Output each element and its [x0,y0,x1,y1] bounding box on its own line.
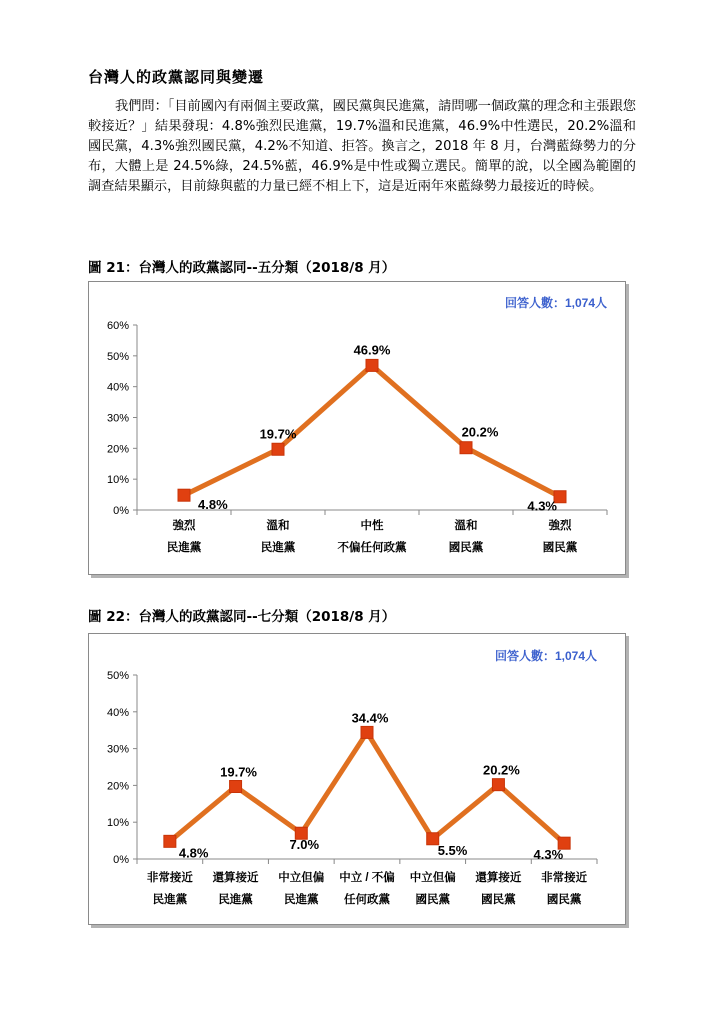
data-label: 4.3% [533,847,564,863]
chart22-svg [89,634,625,924]
series-line [170,732,564,843]
respondents-count: 回答人數：1,074人 [494,649,597,663]
data-label: 4.3% [527,498,557,514]
data-label: 20.2% [461,424,499,440]
category-label-line1: 還算接近 [475,872,522,884]
data-point [178,489,190,501]
category-label-line2: 民進黨 [166,542,202,554]
chart21-svg [89,282,625,574]
y-tick-label: 20% [106,780,129,793]
category-label-line2: 國民黨 [546,894,582,906]
data-label: 46.9% [353,342,391,358]
category-label-line2: 任何政黨 [344,894,390,906]
chart22-caption: 圖 22：台灣人的政黨認同--七分類（2018/8 月） [88,609,396,625]
category-label-line1: 非常接近 [541,872,588,884]
data-label: 4.8% [178,845,209,861]
y-tick-label: 60% [106,320,129,332]
data-point [230,781,242,793]
article-title: 台灣人的政黨認同與變遷 [88,68,265,86]
y-tick-label: 20% [106,443,129,456]
series-line [184,365,560,496]
data-label: 4.8% [198,497,228,513]
data-label: 20.2% [482,762,520,778]
data-point [460,442,472,454]
y-tick-label: 0% [113,854,129,866]
category-label-line2: 國民黨 [481,894,516,906]
category-label-line2: 不偏任何政黨 [337,542,407,554]
chart21-frame [88,281,626,575]
data-label: 19.7% [259,426,297,442]
category-label-line1: 中性 [360,520,384,532]
data-point [361,726,373,738]
category-label-line2: 國民黨 [415,894,450,906]
article-paragraph: 我們問：「目前國內有兩個主要政黨，國民黨與民進黨，請問哪一個政黨的理念和主張跟您較接近？」結果發現：4.8%強烈民進黨，19.7%溫和民進黨，46.9%中性選民，20.2%溫和國民黨，4.3%強烈國民黨，4.2%不知道、拒答。換言之，2018 年 8 月，台灣藍綠勢力的分布，大體上是 24.5%綠，24.5%藍，46.9%是中性或獨立選民。簡單的說，以全國為範圍的調查結果顯示，目前綠與藍的力量已經不相上下，這是近兩年來藍綠勢力最接近的時候。 [88,99,636,194]
category-label-line1: 中立但偏 [278,872,325,884]
category-label-line2: 民進黨 [284,894,319,906]
y-tick-label: 0% [113,505,129,517]
y-tick-label: 50% [106,350,129,363]
y-tick-label: 40% [106,381,129,394]
category-label-line1: 中立 / 不偏 [339,872,395,884]
data-point [492,779,504,791]
category-label-line1: 強烈 [172,520,196,532]
data-label: 7.0% [289,837,320,853]
category-label-line2: 民進黨 [260,542,296,554]
data-label: 5.5% [437,842,468,858]
category-label-line2: 國民黨 [542,542,578,554]
y-tick-label: 40% [106,706,129,719]
respondents-count: 回答人數：1,074人 [504,296,607,310]
category-label-line1: 溫和 [266,520,290,532]
y-tick-label: 30% [106,412,129,425]
category-label-line2: 國民黨 [448,542,484,554]
category-label-line1: 強烈 [548,520,572,532]
data-label: 34.4% [351,710,389,726]
y-tick-label: 30% [106,743,129,756]
data-label: 19.7% [220,764,258,780]
category-label-line1: 中立但偏 [409,872,456,884]
chart21-caption: 圖 21：台灣人的政黨認同--五分類（2018/8 月） [88,260,396,276]
y-tick-label: 10% [106,817,129,830]
data-point [366,359,378,371]
category-label-line1: 溫和 [454,520,478,532]
y-tick-label: 50% [106,670,129,682]
category-label-line1: 非常接近 [146,872,193,884]
category-label-line1: 還算接近 [212,872,259,884]
data-point [272,443,284,455]
chart22-frame [88,633,626,925]
category-label-line2: 民進黨 [218,894,253,906]
y-tick-label: 10% [106,474,129,487]
category-label-line2: 民進黨 [152,894,188,906]
data-point [164,835,176,847]
